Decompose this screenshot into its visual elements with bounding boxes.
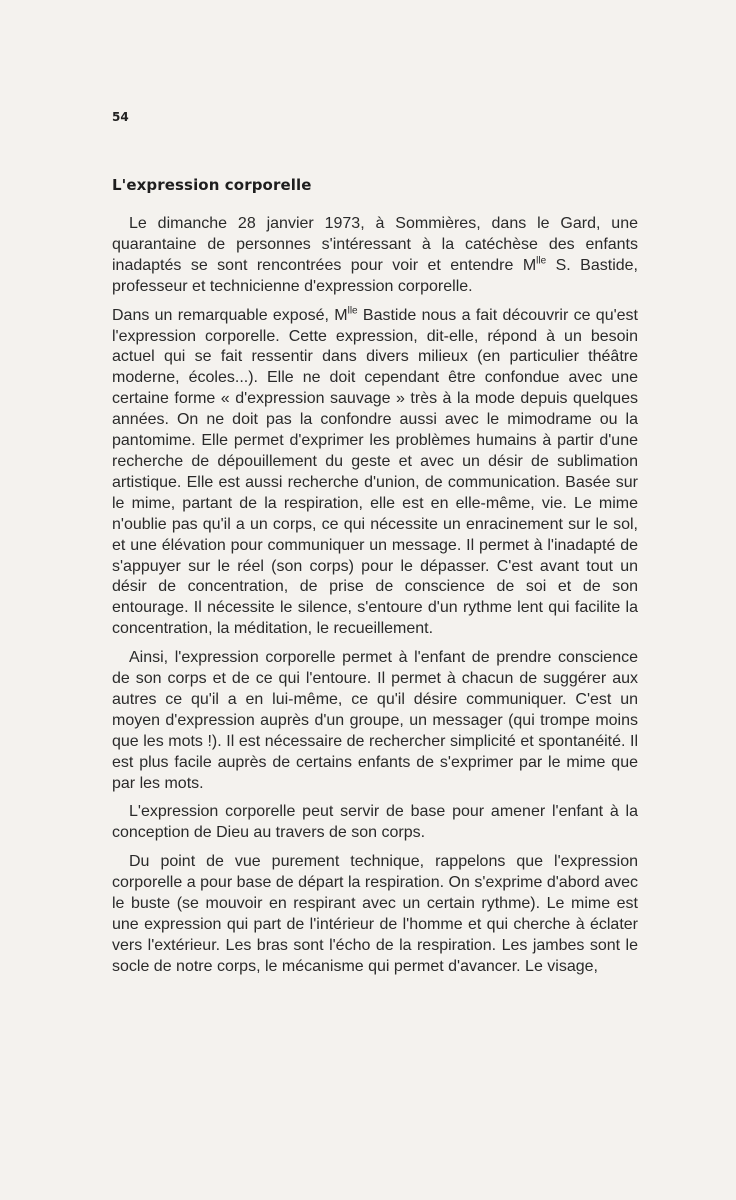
page-title: L'expression corporelle	[112, 176, 312, 194]
paragraph-text: Dans un remarquable exposé, M	[112, 306, 348, 324]
paragraph-text: S. Bastide, professeur et technicienne d'expression corporelle.	[112, 256, 638, 295]
page-number: 54	[112, 110, 129, 124]
paragraph-3	[112, 648, 638, 794]
superscript-lle: lle	[347, 305, 358, 317]
paragraph-2	[112, 306, 638, 641]
paragraph-5	[112, 852, 638, 977]
paragraph-4	[112, 802, 638, 844]
paragraph-1	[112, 214, 638, 298]
paragraph-text: L'expression corporelle peut servir de base pour amener l'enfant à la conception de Dieu au travers de son corps.	[112, 803, 638, 842]
paragraph-text: Bastide nous a fait découvrir ce qu'est l'expression corporelle. Cette expression, dit-elle, répond à un besoin actuel qui se fait ressentir dans divers milieux (en particulier théâtre moderne, écoles...). Elle ne doit cependant être confondue avec une certaine forme « d'expression sauvage » très à la mode depuis quelques années. On ne doit pas la confondre aussi avec le mimodrame ou la pantomime. Elle permet d'exprimer les problèmes humains à partir d'une recherche de dépouillement du geste et avec un désir de sublimation artistique. Elle est aussi recherche d'union, de communication. Basée sur le mime, partant de la respiration, elle est en elle-même, vie. Le mime n'oublie pas qu'il a un corps, ce qui nécessite un enracinement sur le sol, et une élévation pour communiquer un message. Il permet à l'inadapté de s'appuyer sur le réel (son corps) pour le dépasser. C'est avant tout un désir de concentration, de prise de conscience de soi et de son entourage. Il nécessite le silence, s'entoure d'un rythme lent qui facilite la concentration, la méditation, le recueillement.	[112, 306, 638, 638]
superscript-lle: lle	[536, 255, 547, 267]
paragraph-text: Ainsi, l'expression corporelle permet à l'enfant de prendre conscience de son corps et de ce qui l'entoure. Il permet à chacun de suggérer aux autres ce qu'il a en lui-même, ce qu'il désire communiquer. C'est un moyen d'expression auprès d'un groupe, un messager (qui trompe moins que les mots !). Il est nécessaire de rechercher simplicité et spontanéité. Il est plus facile auprès de certains enfants de s'exprimer par le mime que par les mots.	[112, 649, 638, 792]
article-body	[112, 214, 638, 986]
paragraph-text: Du point de vue purement technique, rappelons que l'expression corporelle a pour base de départ la respiration. On s'exprime d'abord avec le buste (se mouvoir en respirant avec un certain rythme). Le mime est une expression qui part de l'intérieur de l'homme et qui cherche à éclater vers l'extérieur. Les bras sont l'écho de la respiration. Les jambes sont le socle de notre corps, le mécanisme qui permet d'avancer. Le visage,	[112, 853, 638, 975]
paragraph-text: Le dimanche 28 janvier 1973, à Sommières, dans le Gard, une quarantaine de personnes s'intéressant à la catéchèse des enfants inadaptés se sont rencontrées pour voir et entendre M	[112, 215, 638, 274]
